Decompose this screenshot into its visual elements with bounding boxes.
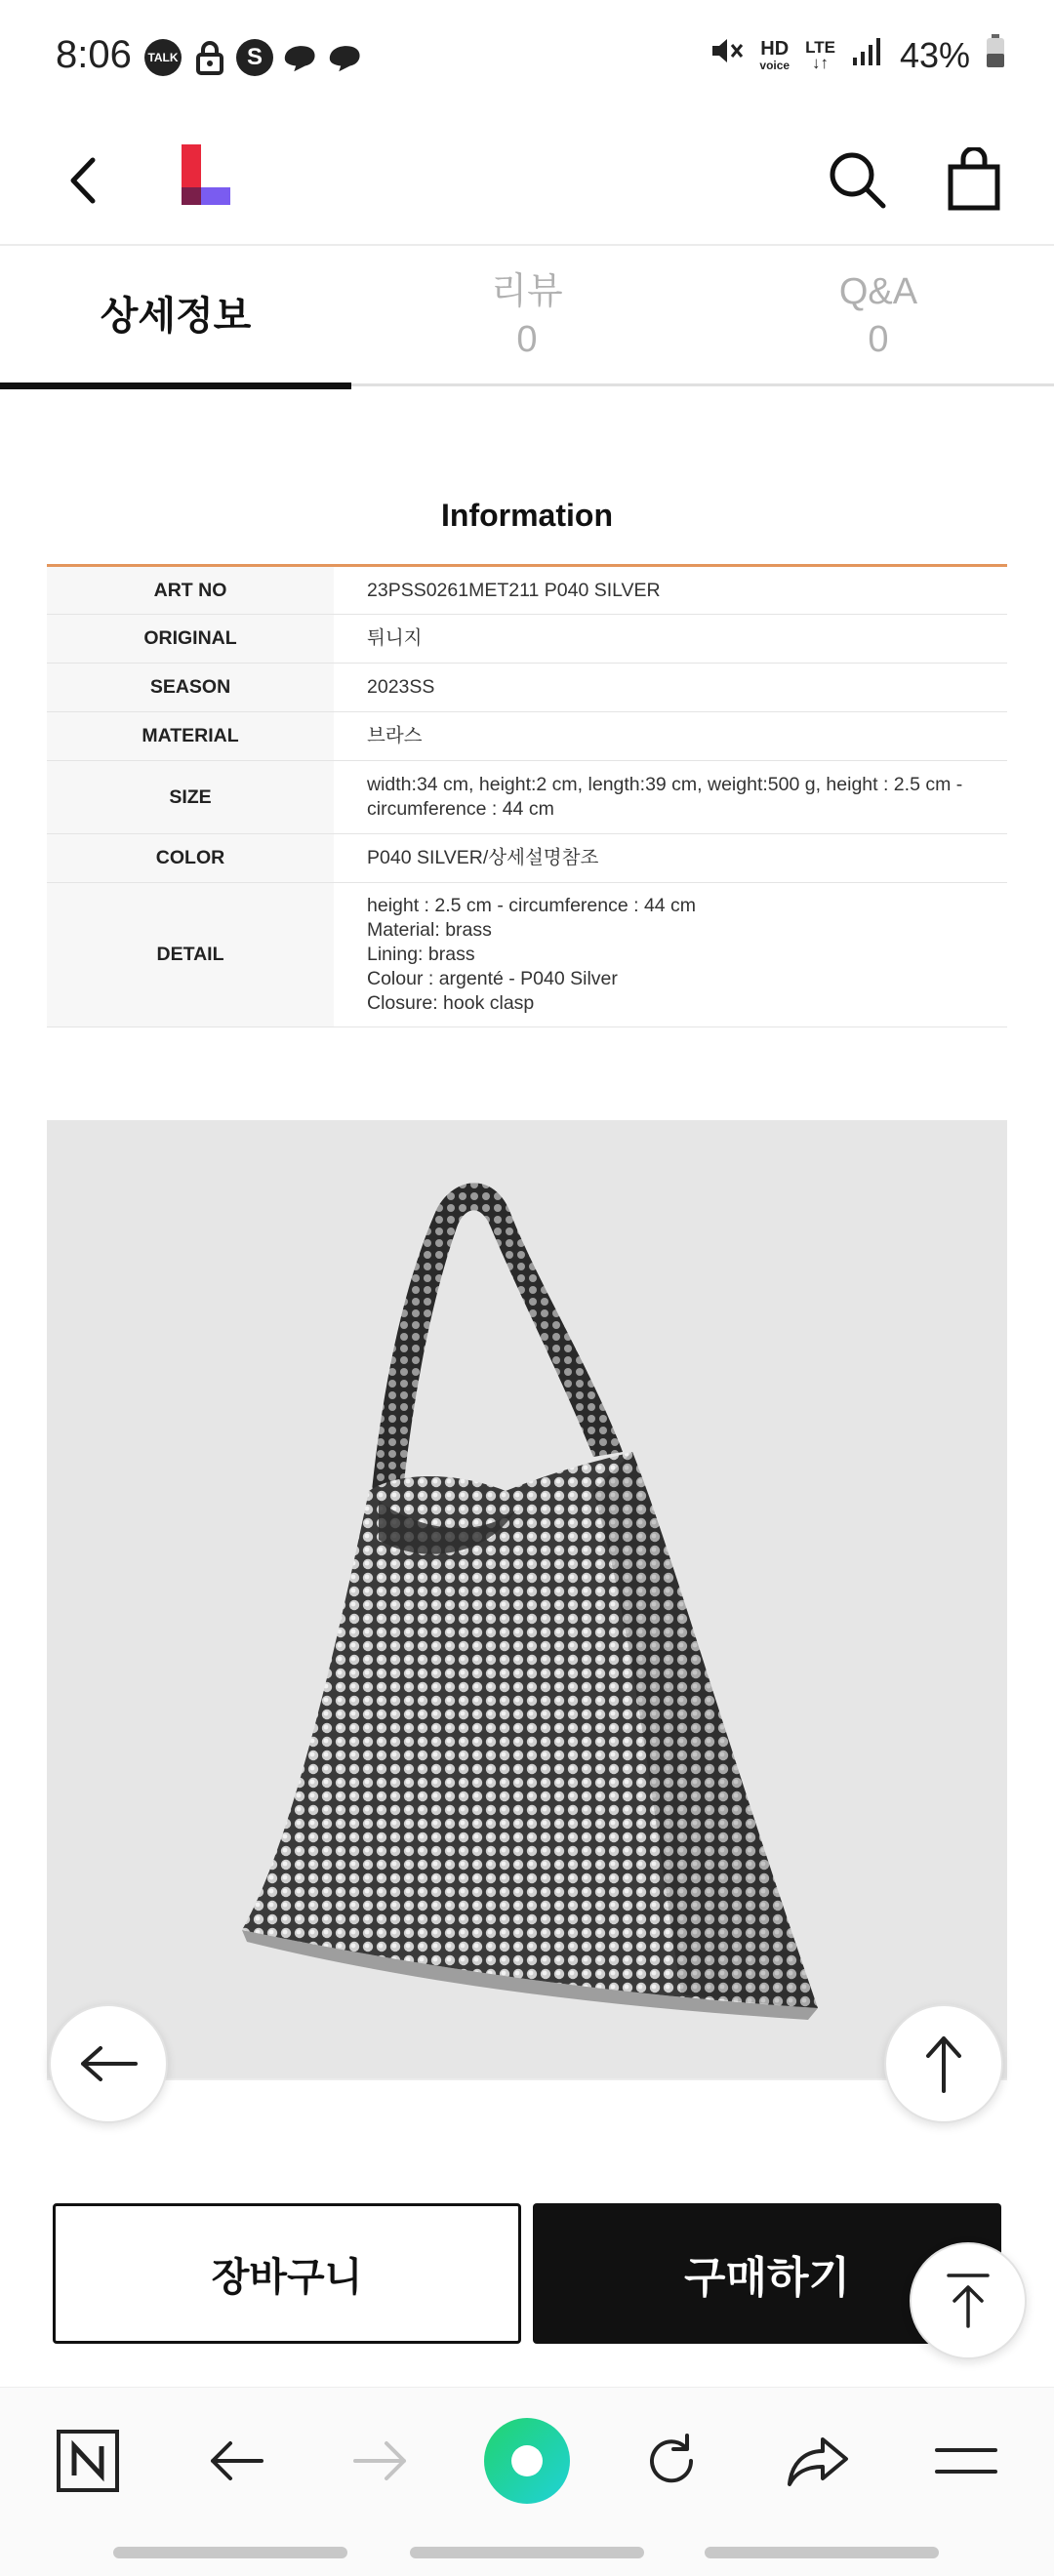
active-tab-indicator [0,382,351,389]
info-value [334,883,1007,1027]
arrow-right-icon [351,2438,410,2483]
tab-details[interactable] [0,246,351,386]
info-value [334,615,1007,664]
info-value-line: 23PSS0261MET211 P040 SILVER [367,579,661,601]
scroll-to-top-button[interactable] [910,2242,1027,2359]
table-row [47,712,1007,761]
info-key: ORIGINAL [47,615,334,664]
info-value-line: Material: brass [367,919,492,941]
recent-apps-pill[interactable] [113,2547,347,2558]
table-row [47,883,1007,1027]
info-value-line: Closure: hook clasp [367,992,535,1014]
home-pill[interactable] [410,2547,644,2558]
browser-back-button[interactable] [178,2388,295,2534]
green-dot-button[interactable] [468,2388,586,2534]
info-value [334,834,1007,883]
naver-n-icon [56,2429,120,2493]
menu-button[interactable] [908,2388,1025,2534]
back-pill[interactable] [705,2547,939,2558]
info-key: DETAIL [47,883,334,1027]
back-button[interactable] [51,146,115,215]
lock-icon [191,39,228,76]
info-key: COLOR [47,834,334,883]
browser-toolbar [0,2387,1054,2533]
table-row [47,615,1007,664]
silver-mesh-bag-illustration [47,1120,1007,2080]
system-gesture-bar [0,2533,1054,2576]
tab-reviews[interactable] [351,246,703,386]
info-value-line: height : 2.5 cm - circumference : 44 cm [367,895,697,916]
info-value-line: Lining: brass [367,944,475,965]
info-title: Information [441,498,613,533]
hamburger-menu-icon [935,2446,997,2475]
naver-home-button[interactable] [29,2388,146,2534]
info-value [334,566,1007,615]
status-right-group [709,31,1005,80]
kakaotalk-notification-icon: TALK [144,39,182,76]
share-icon [786,2434,850,2488]
shopping-bag-icon [947,147,1001,212]
info-table [47,564,1007,1027]
info-value-line: 브라스 [367,725,423,746]
tab-qna-count: 0 [868,319,889,360]
scroll-to-top-icon [945,2272,992,2330]
add-to-cart-button[interactable]: 장바구니 [53,2203,521,2344]
info-value-line: 2023SS [367,676,435,698]
mute-icon [709,33,744,78]
info-key: SIZE [47,761,334,834]
info-key: SEASON [47,664,334,712]
cart-button-header[interactable] [937,141,1011,219]
thread-notification-icon-2 [326,39,363,76]
browser-forward-button[interactable] [322,2388,439,2534]
tab-details-label: 상세정보 [100,295,252,338]
info-value-line: circumference : 44 cm [367,798,554,820]
product-image [47,1120,1007,2080]
tab-reviews-label: 리뷰 [491,271,563,312]
tab-qna[interactable] [703,246,1054,386]
arrow-up-icon [922,2033,965,2095]
info-value [334,712,1007,761]
table-row [47,761,1007,834]
info-value [334,761,1007,834]
status-bar [0,0,1054,115]
refresh-icon [642,2432,701,2490]
info-value-line: P040 SILVER/상세설명참조 [367,847,599,868]
info-key: ART NO [47,566,334,615]
hd-voice-indicator: HD voice [759,38,790,72]
info-value-line: 튀니지 [367,627,423,649]
status-time: 8:06 [56,33,132,76]
lte-indicator: LTE ↓↑ [805,38,835,72]
brand-logo[interactable] [182,144,230,205]
table-row [47,834,1007,883]
info-value-line: Colour : argenté - P040 Silver [367,968,618,989]
thread-notification-icon [281,39,318,76]
search-button[interactable] [820,142,894,217]
image-bottom-strip [47,2078,1007,2080]
table-row [47,566,1007,615]
signal-icon [851,35,884,77]
app-header [0,115,1054,246]
info-value-line: width:34 cm, height:2 cm, length:39 cm, weight:500 g, height : 2.5 cm - [367,774,963,795]
info-value [334,664,1007,712]
info-key: MATERIAL [47,712,334,761]
s-app-notification-icon: S [236,39,273,76]
share-button[interactable] [759,2388,876,2534]
previous-button[interactable] [49,2004,168,2123]
arrow-left-icon [77,2044,140,2083]
tab-qna-label: Q&A [838,271,918,312]
green-dot-icon [482,2416,572,2506]
arrow-left-icon [207,2438,265,2483]
detail-tabs [0,246,1054,386]
battery-level: 43% [899,35,970,75]
battery-icon [986,33,1005,78]
table-row [47,664,1007,712]
buy-now-button[interactable]: 구매하기 [533,2203,1001,2344]
tab-reviews-count: 0 [516,319,538,360]
purchase-action-bar [0,2156,1054,2387]
chevron-left-icon [63,156,102,205]
refresh-button[interactable] [613,2388,730,2534]
scroll-up-button[interactable] [884,2004,1003,2123]
search-icon [827,149,887,210]
